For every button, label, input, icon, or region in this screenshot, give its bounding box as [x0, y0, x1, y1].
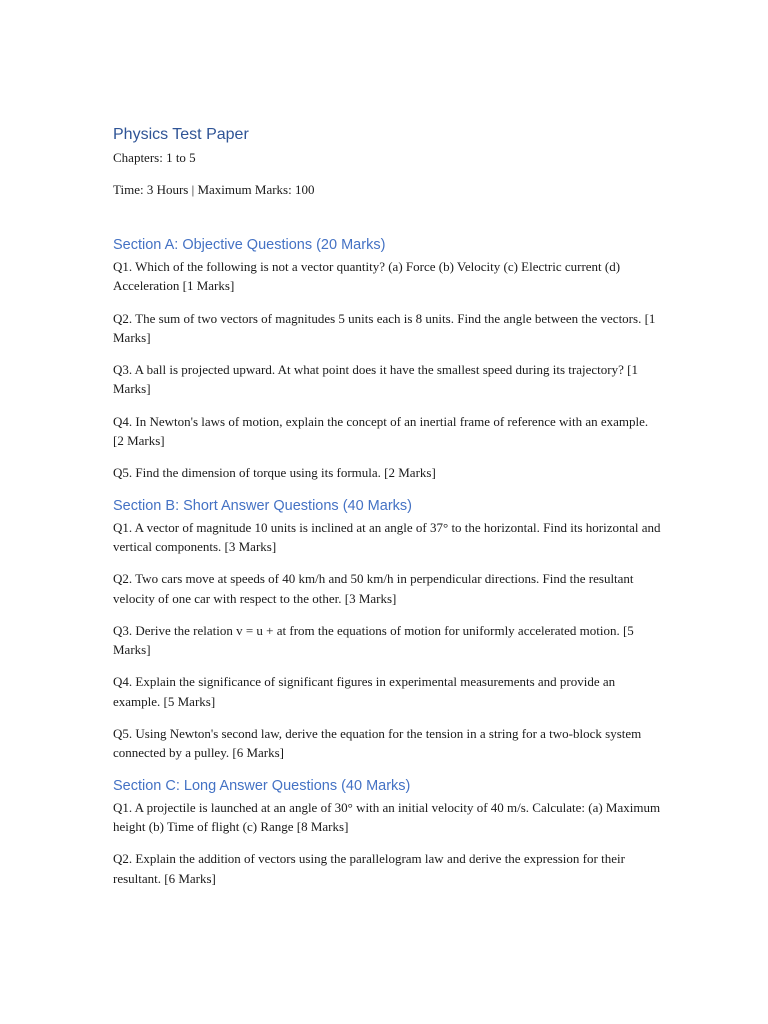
test-paper-page [113, 124, 661, 901]
page-title: Physics Test Paper [113, 126, 249, 143]
question-item: Q2. The sum of two vectors of magnitudes 5 units each is 8 units. Find the angle between the vectors. [1 Marks] [113, 310, 656, 345]
question-item: Q1. Which of the following is not a vector quantity? (a) Force (b) Velocity (c) Electric current (d) Acceleration [1 Marks] [113, 259, 621, 294]
question-item: Q3. A ball is projected upward. At what point does it have the smallest speed during its trajectory? [1 Marks] [113, 362, 638, 397]
time-marks-line: Time: 3 Hours | Maximum Marks: 100 [113, 182, 315, 197]
section-heading: Section B: Short Answer Questions (40 Marks) [113, 497, 412, 514]
question-item: Q4. Explain the significance of significant figures in experimental measurements and provide an example. [5 Marks] [113, 674, 616, 709]
question-item: Q5. Using Newton's second law, derive the equation for the tension in a string for a two-block system connected by a pulley. [6 Marks] [113, 726, 642, 761]
question-item: Q2. Explain the addition of vectors using the parallelogram law and derive the expression for their resultant. [6 Marks] [113, 851, 625, 886]
section-heading: Section A: Objective Questions (20 Marks) [113, 237, 386, 253]
question-item: Q2. Two cars move at speeds of 40 km/h and 50 km/h in perpendicular directions. Find the resultant velocity of one car with respect to the other. [3 Marks] [113, 571, 634, 606]
chapters-line: Chapters: 1 to 5 [113, 150, 196, 165]
question-item: Q1. A vector of magnitude 10 units is inclined at an angle of 37° to the horizontal. Find its horizontal and vertical components. [3 Marks] [113, 519, 661, 554]
section-b [113, 496, 661, 763]
section-c [113, 776, 661, 888]
question-item: Q4. In Newton's laws of motion, explain the concept of an inertial frame of reference with an example. [2 Marks] [113, 413, 649, 449]
question-item: Q3. Derive the relation v = u + at from the equations of motion for uniformly accelerated motion. [5 Marks] [113, 622, 634, 658]
question-item: Q5. Find the dimension of torque using its formula. [2 Marks] [113, 465, 436, 481]
question-item: Q1. A projectile is launched at an angle of 30° with an initial velocity of 40 m/s. Calculate: (a) Maximum height (b) Time of flight (c) Range [8 Marks] [113, 799, 661, 834]
section-a [113, 235, 661, 483]
section-heading: Section C: Long Answer Questions (40 Marks) [113, 777, 411, 794]
